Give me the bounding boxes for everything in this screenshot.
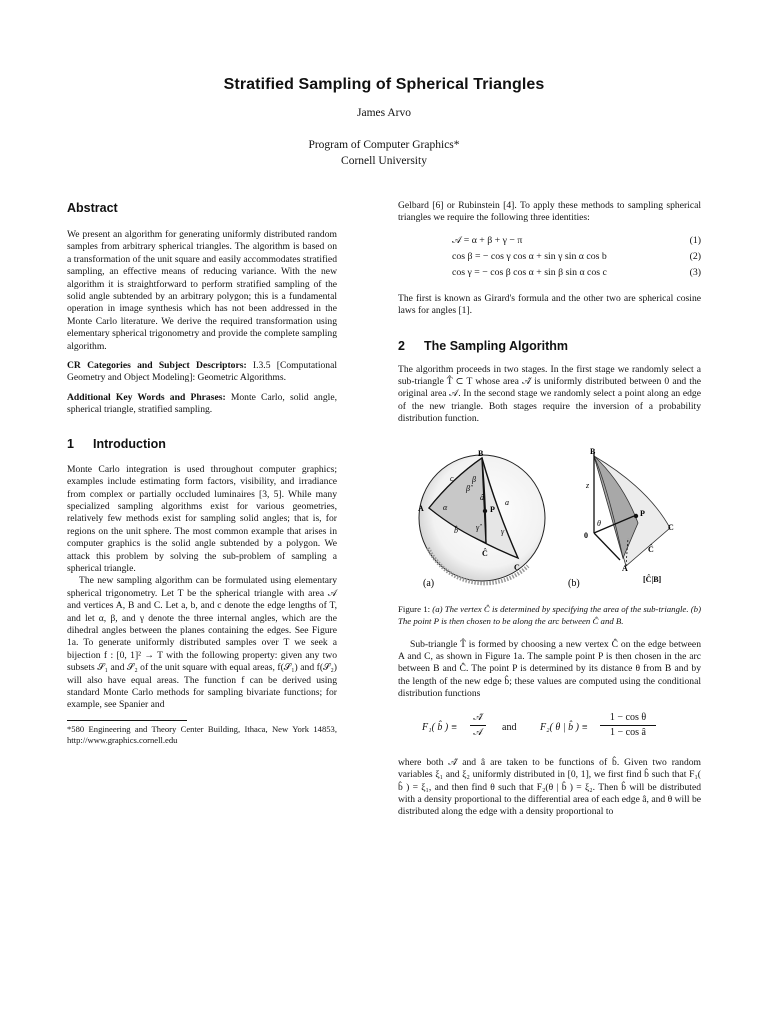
affiliation — [0, 138, 768, 169]
abstract-heading: Abstract — [67, 201, 118, 215]
label-cb: [Ĉ|B] — [643, 574, 662, 584]
cr-label: CR Categories and Subject Descriptors: — [67, 360, 247, 372]
label-C-b: C — [668, 522, 674, 532]
fig-label-b: (b) — [568, 577, 580, 589]
intro-heading — [67, 436, 337, 452]
deq-left-frac — [470, 711, 486, 740]
figure-1 — [398, 448, 701, 593]
equation-3 — [398, 267, 701, 283]
label-Chat-b: Ĉ — [648, 544, 654, 554]
section-2-num: 2 — [398, 338, 405, 353]
right-column — [398, 200, 701, 819]
cr-text: I.3.5 [Computational Geometry and Object Modeling]: Geometric Algorithms. — [67, 360, 337, 384]
label-P-a: P — [490, 504, 495, 514]
left-column — [67, 200, 337, 746]
identities-block — [398, 235, 701, 283]
footnote: *580 Engineering and Theory Center Building, Ithaca, New York 14853, http://www.graphics.cornell.edu — [67, 723, 337, 745]
deq-left: F₁( b̂ ) ≡ — [422, 721, 458, 733]
deq-and: and — [502, 721, 517, 733]
section-2-paragraph-2: Sub-triangle T̂ is formed by choosing a new vertex Ĉ on the edge between A and C, as shown in Figure 1a. The sample point P is then chosen in the arc between B and Ĉ. The point P is determined by its distance θ from B and by the length of the new edge b̂; these values are computed using the conditional distribution functions — [398, 638, 701, 700]
label-A-b: A — [622, 563, 628, 573]
label-C-a: C — [514, 562, 520, 572]
label-A-a: A — [418, 503, 424, 513]
label-a: a — [505, 497, 509, 507]
right-paragraph-top: Gelbard [6] or Rubinstein [4]. To apply these methods to sampling spherical triangles we require the following three identities: — [398, 200, 701, 224]
kw-label: Additional Key Words and Phrases: — [67, 391, 226, 403]
deq-left-den: 𝒜 — [473, 726, 483, 738]
equation-2-number: (2) — [689, 250, 701, 262]
label-P-b: P — [640, 508, 645, 518]
figure-1-caption — [398, 603, 701, 627]
intro-title: Introduction — [93, 436, 166, 451]
deq-right-den: 1 − cos â — [610, 726, 646, 738]
label-alpha: α — [443, 502, 448, 512]
deq-left-num: 𝒜̂ — [470, 711, 486, 726]
caption-text: (a) The vertex Ĉ is determined by specifying the area of the sub-triangle. (b) The point P is then chosen to be along the arc between Ĉ and B. — [398, 603, 702, 626]
label-a-hat: â — [480, 492, 484, 502]
intro-paragraph-2: The new sampling algorithm can be formulated using elementary spherical trigonometry. Let T be the spherical triangle with area 𝒜 and vertices A, B and C. Let a, b, and c denote the edge lengths of T, and let α, β, and γ denote the three internal angles, which are the dihedral angles between the planes containing the edges. See Figure 1a. To generate uniformly distributed samples over T we seek a bijection f : [0, 1]² → T with the following property: given any two subsets 𝒮₁ and 𝒮₂ of the unit square with equal areas, f(𝒮₁) and f(𝒮₂) will also have equal areas. The function f can be derived using standard Monte Carlo methods for sampling bivariate functions; for example, see Spanier and — [67, 575, 337, 711]
equation-1-text: 𝒜 = α + β + γ − π — [452, 234, 523, 246]
label-B-a: B — [478, 448, 484, 458]
caption-lead: Figure 1: — [398, 603, 431, 614]
label-gamma: γ — [501, 526, 505, 536]
intro-paragraph-1: Monte Carlo integration is used throughout computer graphics; examples include estimating form factors, visibility, and irradiance from complex or partially occluded luminaires [3, 5]. While many specialized sampling algorithms exist for various geometries, relatively few methods exist for sampling solid angles; that is, for regions on the unit sphere. The most common example that arises in computer graphics is the solid angle subtended by a polygon. We attack this problem by solving the sub-problem of sampling a spherical triangle. — [67, 463, 337, 574]
section-2-paragraph-1: The algorithm proceeds in two stages. In the first stage we randomly select a sub-triangle T̂ ⊂ T whose area 𝒜̂ is uniformly distributed between 0 and the original area 𝒜. In the second stage we randomly select a point along an edge of the new triangle. Both stages require the inversion of a probability distribution function. — [398, 363, 701, 425]
axis-to-A — [594, 533, 620, 560]
label-z: z — [586, 480, 590, 490]
label-beta-hat: β̂ — [466, 483, 470, 493]
equation-3-text: cos γ = − cos β cos α + sin β sin α cos c — [452, 266, 607, 278]
section-2-heading — [398, 338, 701, 354]
label-b-hat: b̂ — [454, 525, 458, 535]
cr-categories — [67, 360, 337, 385]
paper-title: Stratified Sampling of Spherical Triangles — [223, 76, 545, 93]
equation-2 — [398, 251, 701, 267]
fig-label-a: (a) — [423, 577, 435, 589]
distribution-equation — [398, 709, 701, 749]
section-2-paragraph-3: where both 𝒜̂ and â are taken to be functions of b̂. Given two random variables ξ₁ and ξ₂ uniformly distributed in [0, 1], we first find b̂ such that F₁( b̂ ) = ξ₁, and then find θ such that F₂(θ | b̂ ) = ξ₂. Then b̂ will be distributed with a density proportional to the differential area of each edge â, and θ will be distributed along the edge with a density proportional to — [398, 756, 701, 818]
equation-3-number: (3) — [689, 266, 701, 278]
kw-text: Monte Carlo, solid angle, spherical triangle, stratified sampling. — [67, 391, 337, 416]
label-zero: 0 — [584, 530, 588, 540]
deq-right-frac — [600, 711, 656, 740]
label-gamma-hat: γ̂ — [476, 522, 480, 532]
girard-paragraph: The first is known as Girard's formula and the other two are spherical cosine laws for angles [1]. — [398, 292, 701, 317]
figure-1-drawing — [398, 448, 701, 593]
deq-right-num: 1 − cos θ — [600, 711, 656, 726]
point-P-b — [634, 513, 638, 517]
deq-right: F₂( θ | b̂ ) ≡ — [540, 721, 589, 733]
affiliation-line1: Program of Computer Graphics* — [308, 139, 460, 151]
equation-1-number: (1) — [689, 234, 701, 246]
label-Chat-a: Ĉ — [482, 548, 488, 558]
author: James Arvo — [357, 107, 411, 119]
equation-1 — [398, 235, 701, 251]
intro-num: 1 — [67, 436, 74, 451]
keywords — [67, 392, 337, 417]
footnote-rule — [67, 720, 187, 721]
label-theta: θ — [597, 518, 601, 528]
equation-2-text: cos β = − cos γ cos α + sin γ sin α cos b — [452, 250, 607, 262]
abstract-text: We present an algorithm for generating uniformly distributed random samples from arbitrary spherical triangles. The algorithm is based on a transformation of the unit square and easily accommodates stratified sampling, an effective means of reducing variance. With the new algorithm it is straightforward to perform stratified sampling of the solid angle subtended by an arbitrary polygon; this is a fundamental operation in image synthesis which has not been addressed in the Monte Carlo literature. We derive the required transformation using elementary spherical trigonometry and provide the complete sampling algorithm. — [67, 229, 337, 352]
label-B-b: B — [590, 447, 596, 456]
affiliation-line2: Cornell University — [341, 154, 427, 167]
point-P-a — [483, 508, 487, 512]
label-c: c — [450, 473, 454, 483]
label-beta: β — [472, 474, 476, 484]
section-2-title: The Sampling Algorithm — [424, 338, 568, 353]
